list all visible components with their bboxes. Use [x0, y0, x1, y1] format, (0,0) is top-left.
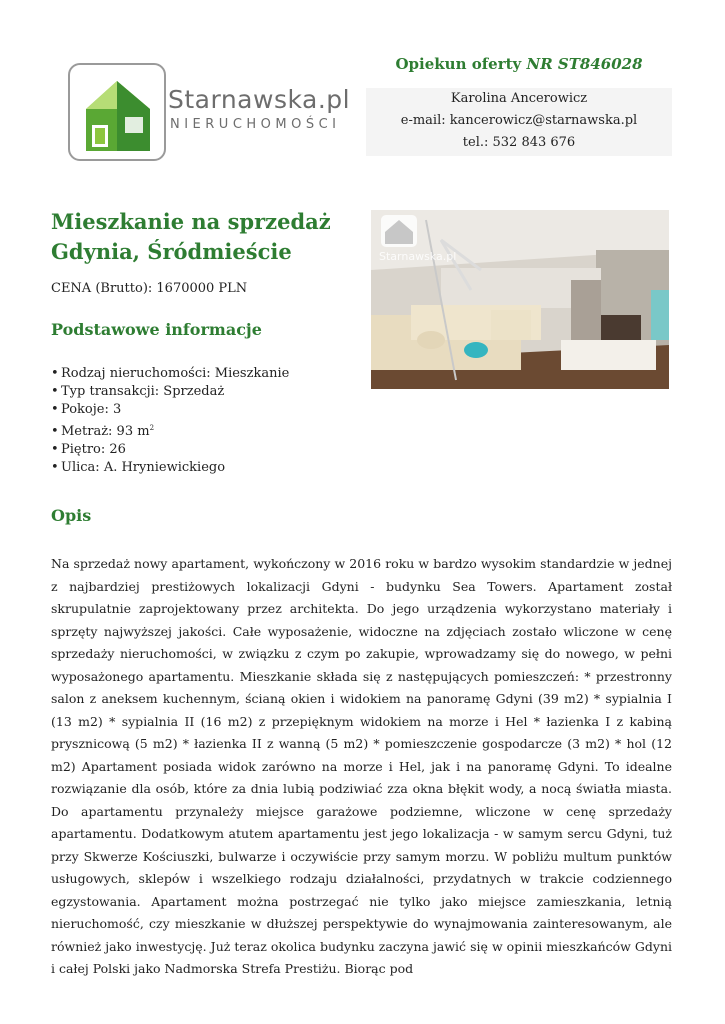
agent-email[interactable]: e-mail: kancerowicz@starnawska.pl	[400, 113, 638, 128]
listing-title	[51, 207, 351, 267]
info-item-transaction: • Typ transakcji: Sprzedaż	[51, 383, 289, 401]
info-item-area: • Metraż: 93 $m^2$	[51, 419, 289, 441]
description-text: Na sprzedaż nowy apartament, wykończony w 2016 roku w bardzo wysokim standardzie w jednej z najbardziej prestiżowych lokalizacji Gdyni - budynku Sea Towers. Apartament został skrupulatnie zaprojektowany przez architekta. Do jego urządzenia wykorzystano materiały i sprzęty najwyższej jakości. Całe wyposażenie, widoczne na zdjęciach zostało wliczone w cenę sprzedaży nieruchomości, w związku z czym po zakupie, wprowadzamy się do nowego, w pełni wyposażonego apartamentu. Mieszkanie składa się z następujących pomieszczeń: * przestronny salon z aneksem kuchennym, ścianą okien i widokiem na panoramę Gdyni (39 m2) * sypialnia I (13 m2) * sypialnia II (16 m2) z przepięknym widokiem na morze i Hel * łazienka I z kabiną prysznicową (5 m2) * łazienka II z wanną (5 m2) * pomieszczenie gospodarcze (3 m2) * hol (12 m2) Apartament posiada widok zarówno na morze i Hel, jak i na panoramę Gdyni. To idealne rozwiązanie dla osób, które za dnia lubią podziwiać zza okna błękit wody, a nocą światła miasta. Do apartamentu przynależy miejsce garażowe podziemne, wliczone w cenę sprzedaży apartamentu. Dodatkowym atutem apartamentu jest jego lokalizacja - w samym sercu Gdyni, tuż przy Skwerze Kościuszki, bulwarze i oczywiście przy samym morzu. W pobliżu multum punktów usługowych, sklepów i wszelkiego rodzaju działalności, przydatnych w trakcie codziennego egzystowania. Apartament można postrzegać nie tylko jako miejsce zamieszkania, letnią nieruchomość, czy mieszkanie w dłuższej perspektywie do wynajmowania zainteresowanym, ale również jako inwestycję. Już teraz okolica budynku zaczyna jawić się w opinii mieszkańców Gdyni i całej Polski jako Nadmorska Strefa Prestiżu. Biorąc pod	[51, 556, 672, 976]
listing-title-line2: Gdynia, Śródmieście	[51, 239, 292, 264]
basic-info-list	[51, 365, 289, 477]
listing-title-line1: Mieszkanie na sprzedaż	[51, 209, 331, 234]
offer-agent-label: Opiekun oferty	[395, 55, 522, 73]
info-item-type: • Rodzaj nieruchomości: Mieszkanie	[51, 365, 289, 383]
offer-number: NR ST846028	[526, 55, 643, 73]
price-line: CENA (Brutto): 1670000 PLN	[51, 281, 248, 296]
info-item-street: • Ulica: A. Hryniewickiego	[51, 459, 289, 477]
area-unit-superscript: 2	[149, 424, 155, 432]
agent-phone[interactable]: tel.: 532 843 676	[462, 135, 576, 150]
logo-name: Starnawska.pl	[168, 85, 351, 114]
info-item-rooms: • Pokoje: 3	[51, 401, 289, 419]
logo-subtitle: NIERUCHOMOŚCI	[170, 117, 341, 132]
description-heading: Opis	[51, 506, 92, 525]
info-item-floor: • Piętro: 26	[51, 441, 289, 459]
offer-agent-title	[366, 55, 672, 73]
apartment-photo	[371, 210, 669, 389]
company-logo	[68, 63, 351, 163]
photo-watermark: Starnawska.pl	[379, 250, 457, 263]
house-logo-icon	[68, 63, 166, 161]
basic-info-heading: Podstawowe informacje	[51, 320, 262, 339]
agent-name: Karolina Ancerowicz	[450, 91, 588, 106]
agent-contact-box	[366, 88, 672, 156]
